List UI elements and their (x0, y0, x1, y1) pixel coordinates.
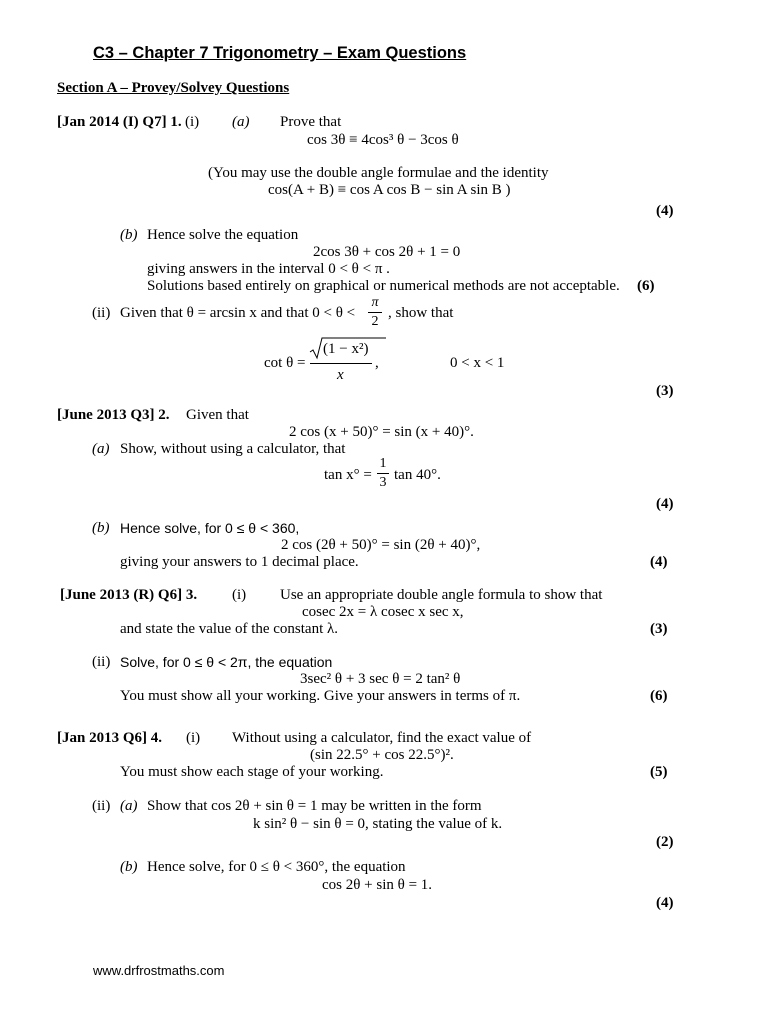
question-4-marks-i: (5) (650, 764, 668, 780)
question-4-part-a-label: (a) (120, 798, 138, 814)
question-4-part-ii: (ii) (92, 798, 111, 814)
page-title: C3 – Chapter 7 Trigonometry – Exam Questions (93, 44, 467, 62)
question-1-marks-a: (4) (656, 203, 674, 219)
fraction-numerator: 1 (379, 456, 387, 471)
question-2-part-a-text: Show, without using a calculator, that (120, 441, 346, 457)
question-1-part-ii: (ii) (92, 305, 111, 321)
question-1-part-b-equation: 2cos 3θ + cos 2θ + 1 = 0 (313, 244, 461, 260)
question-3-part-ii-note: You must show all your working. Give your answers in terms of π. (120, 688, 521, 704)
question-3-part-ii-equation: 3sec² θ + 3 sec θ = 2 tan² θ (300, 671, 461, 687)
question-3-part-ii-text: Solve, for 0 ≤ θ < 2π, the equation (120, 654, 333, 670)
fraction-numerator: π (371, 295, 379, 310)
question-4-part-b-equation: cos 2θ + sin θ = 1. (322, 877, 433, 893)
question-1-part-b-text: Hence solve the equation (147, 227, 299, 243)
question-4-part-i: (i) (186, 730, 201, 746)
question-1-part-b-note: Solutions based entirely on graphical or numerical methods are not acceptable. (147, 278, 620, 294)
question-3-ref: [June 2013 (R) Q6] 3. (60, 587, 198, 603)
question-4-part-i-text: Without using a calculator, find the exact value of (232, 730, 532, 746)
question-3-marks-ii: (6) (650, 688, 668, 704)
question-2-equation: 2 cos (x + 50)° = sin (x + 40)°. (289, 424, 474, 440)
fraction-bar (377, 473, 389, 474)
question-1-prove-text: Prove that (280, 114, 342, 130)
question-1-marks-ii: (3) (656, 383, 674, 399)
fraction-denominator: 3 (379, 475, 387, 490)
question-1-part-b-label: (b) (120, 227, 138, 243)
question-1-part-ii-text: Given that θ = arcsin x and that 0 < θ < (120, 305, 356, 321)
question-4-part-i-note: You must show each stage of your working. (120, 764, 384, 780)
question-2-part-b-note: giving your answers to 1 decimal place. (120, 554, 359, 570)
question-1-hint-line-2: cos(A + B) ≡ cos A cos B − sin A sin B ) (268, 182, 511, 198)
question-1-cot-comma: , (375, 355, 379, 371)
footer-website: www.drfrostmaths.com (93, 963, 225, 978)
question-1-cot-denominator: x (337, 367, 344, 383)
question-4-part-b-label: (b) (120, 859, 138, 875)
question-1-cot-lhs: cot θ = (264, 355, 306, 371)
section-heading: Section A – Provey/Solvey Questions (57, 80, 290, 96)
question-2-ref: [June 2013 Q3] 2. (57, 407, 170, 423)
question-3-part-ii: (ii) (92, 654, 111, 670)
question-1-part-a-label: (a) (232, 114, 250, 130)
question-1-cot-range: 0 < x < 1 (450, 355, 505, 371)
question-2-part-b-label: (b) (92, 520, 110, 536)
question-3-part-i-text: Use an appropriate double angle formula to show that (280, 587, 603, 603)
question-1-marks-b: (6) (637, 278, 655, 294)
question-3-marks-i: (3) (650, 621, 668, 637)
question-1-hint-line-1: (You may use the double angle formulae and the identity (208, 165, 549, 181)
question-1-cot-numerator: (1 − x²) (323, 341, 369, 357)
question-2-one-third-fraction (377, 457, 389, 490)
question-1-part-i: (i) (185, 114, 200, 130)
question-2-tan-rhs: tan 40°. (394, 467, 441, 483)
question-4-part-b-text: Hence solve, for 0 ≤ θ < 360°, the equation (147, 859, 406, 875)
question-4-ref: [Jan 2013 Q6] 4. (57, 730, 162, 746)
question-4-marks-a: (2) (656, 834, 674, 850)
question-2-given: Given that (186, 407, 249, 423)
question-4-part-i-expression: (sin 22.5° + cos 22.5°)². (310, 747, 454, 763)
question-2-part-b-equation: 2 cos (2θ + 50)° = sin (2θ + 40)°, (281, 537, 481, 553)
question-3-part-i: (i) (232, 587, 247, 603)
question-2-part-b-text: Hence solve, for 0 ≤ θ < 360, (120, 520, 300, 536)
question-1-part-b-interval: giving answers in the interval 0 < θ < π . (147, 261, 390, 277)
question-1-pi-over-2-fraction (368, 296, 382, 329)
question-1-part-ii-show: , show that (388, 305, 454, 321)
question-2-marks-b: (4) (650, 554, 668, 570)
question-3-part-i-note: and state the value of the constant λ. (120, 621, 339, 637)
question-1-ref: [Jan 2014 (I) Q7] 1. (57, 114, 182, 130)
question-2-tan-lhs: tan x° = (324, 467, 372, 483)
question-1-identity: cos 3θ ≡ 4cos³ θ − 3cos θ (307, 132, 459, 148)
fraction-denominator: 2 (371, 314, 379, 329)
question-2-marks-a: (4) (656, 496, 674, 512)
question-4-marks-b: (4) (656, 895, 674, 911)
question-2-part-a-label: (a) (92, 441, 110, 457)
question-1-cot-fraction-bar (310, 363, 372, 364)
question-3-part-i-equation: cosec 2x = λ cosec x sec x, (302, 604, 464, 620)
question-4-part-a-form: k sin² θ − sin θ = 0, stating the value of k. (253, 816, 503, 832)
question-4-part-a-text: Show that cos 2θ + sin θ = 1 may be written in the form (147, 798, 482, 814)
fraction-bar (368, 312, 382, 313)
